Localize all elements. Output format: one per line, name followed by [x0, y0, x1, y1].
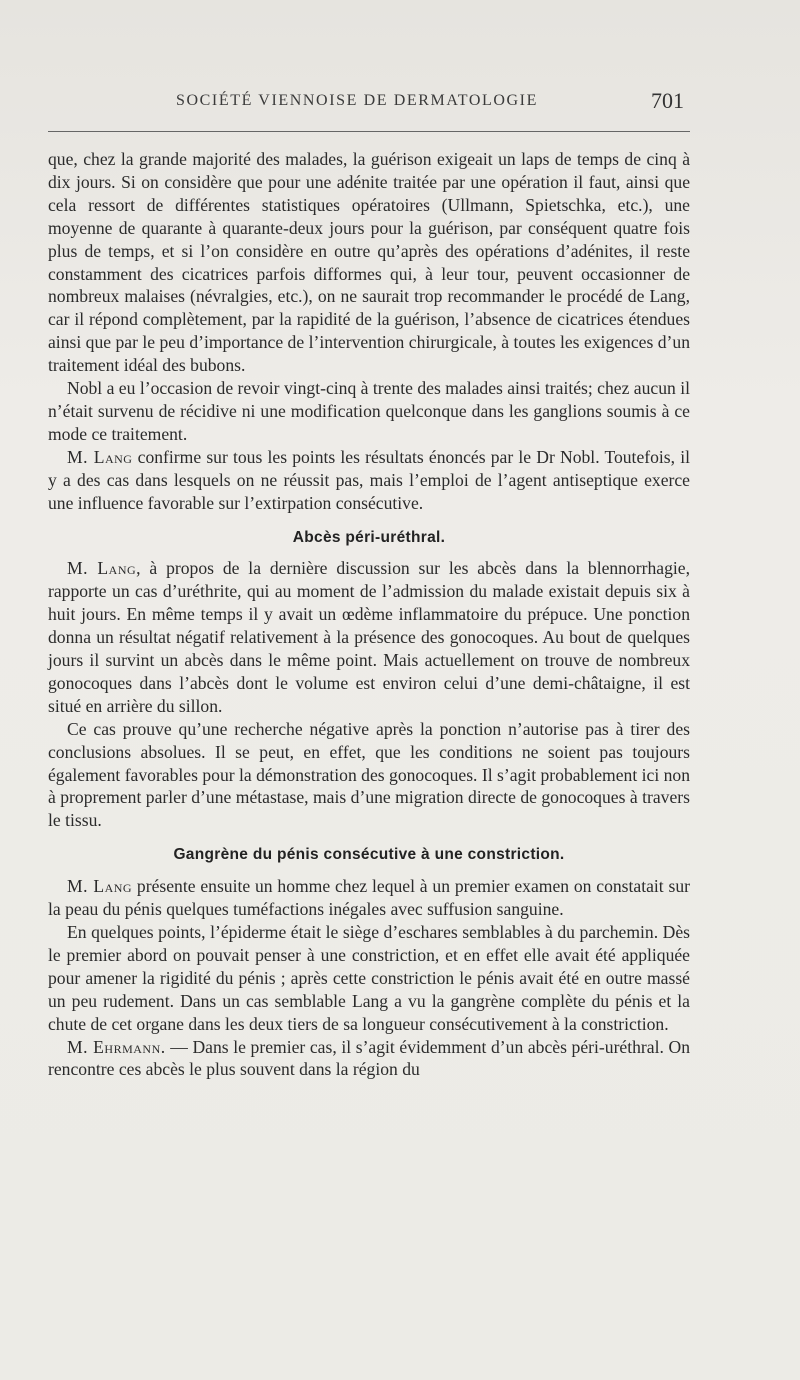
paragraph-8-text: — Dans le premier cas, il s’agit évidemment d’un abcès péri-uréthral. On rencontre ces abcès le plus souvent dans la région du	[48, 1036, 690, 1080]
paragraph-3-text: confirme sur tous les points les résultats énoncés par le Dr Nobl. Toutefois, il y a des cas dans lesquels on ne réussit pas, mais l’emploi de l’agent antiseptique exerce une influence favorable sur l’extirpation consécutive.	[48, 446, 690, 513]
running-title: SOCIÉTÉ VIENNOISE DE DERMATOLOGIE	[176, 92, 538, 109]
speaker-name: M. Lang	[67, 876, 133, 897]
paragraph-1: que, chez la grande majorité des malades, la guérison exigeait un laps de temps de cinq à dix jours. Si on considère que pour une adénite traitée par une opération il faut, ainsi que cela ressort de différentes statistiques opératoires (Ullmann, Spietschka, etc.), une moyenne de quarante à quarante-deux jours pour la guérison, par conséquent quatre fois plus de temps, et si l’on considère en outre qu’après des opérations d’adénites, il reste constamment des cicatrices parfois difformes qui, à leur tour, peuvent occasionner de nombreux malaises (névralgies, etc.), on ne saurait trop recommander le procédé de Lang, car il répond complètement, par la rapidité de la guérison, l’absence de cicatrices étendues ainsi que par le peu d’importance de l’intervention chirurgicale, à toutes les exigences d’un traitement idéal des bubons.	[48, 149, 690, 376]
paragraph-6	[48, 875, 690, 921]
paragraph-5: Ce cas prouve qu’une recherche négative après la ponction n’autorise pas à tirer des conclusions absolues. Il se peut, en effet, que les conditions ne soient pas toujours également favorables pour la démonstration des gonocoques. Il s’agit probablement ici non à proprement parler d’une métastase, mais d’une migration directe de gonocoques à travers le tissu.	[48, 718, 690, 831]
speaker-name: M. Lang	[67, 558, 137, 579]
paragraph-6-text: présente ensuite un homme chez lequel à un premier examen on constatait sur la peau du pénis quelques tuméfactions inégales avec suffusion sanguine.	[48, 876, 690, 920]
paragraph-7: En quelques points, l’épiderme était le siège d’eschares semblables à du parchemin. Dès le premier abord on pouvait penser à une constriction, et en effet elle avait été appliquée pour amener la rigidité du pénis ; après cette constriction le pénis avait été en outre massé un peu rudement. Dans un cas semblable Lang a vu la gangrène complète du pénis et la chute de cet organe dans les deux tiers de sa longueur consécutivement à la constriction.	[48, 922, 690, 1034]
running-head	[48, 88, 690, 118]
paragraph-4	[48, 557, 690, 717]
paragraph-3	[48, 446, 690, 515]
paragraph-4-text: , à propos de la dernière discussion sur les abcès dans la blennorrhagie, rapporte un cas d’uréthrite, qui au moment de l’admission du malade existait depuis six à huit jours. En même temps il y avait un œdème inflammatoire du prépuce. Une ponction donna un résultat négatif relativement à la présence des gonocoques. Au bout de quelques jours il survint un abcès dans le même point. Mais actuellement on trouve de nombreux gonocoques dans l’abcès dont le volume est environ celui d’une demi-châtaigne, il est situé en arrière du sillon.	[48, 558, 690, 716]
header-rule	[48, 131, 690, 132]
page-number: 701	[651, 88, 684, 113]
section-heading-gangrene: Gangrène du pénis consécutive à une constriction.	[173, 846, 565, 864]
paragraph-2: Nobl a eu l’occasion de revoir vingt-cinq à trente des malades ainsi traités; chez aucun il n’était survenu de récidive ni une modification quelconque dans les ganglions soumis à ce mode ce traitement.	[48, 378, 690, 444]
speaker-name: M. Lang	[67, 446, 133, 467]
body-text	[48, 148, 690, 1081]
paragraph-8	[48, 1036, 690, 1082]
speaker-name: M. Ehrmann.	[67, 1036, 166, 1057]
section-heading-abces: Abcès péri-uréthral.	[292, 528, 446, 546]
